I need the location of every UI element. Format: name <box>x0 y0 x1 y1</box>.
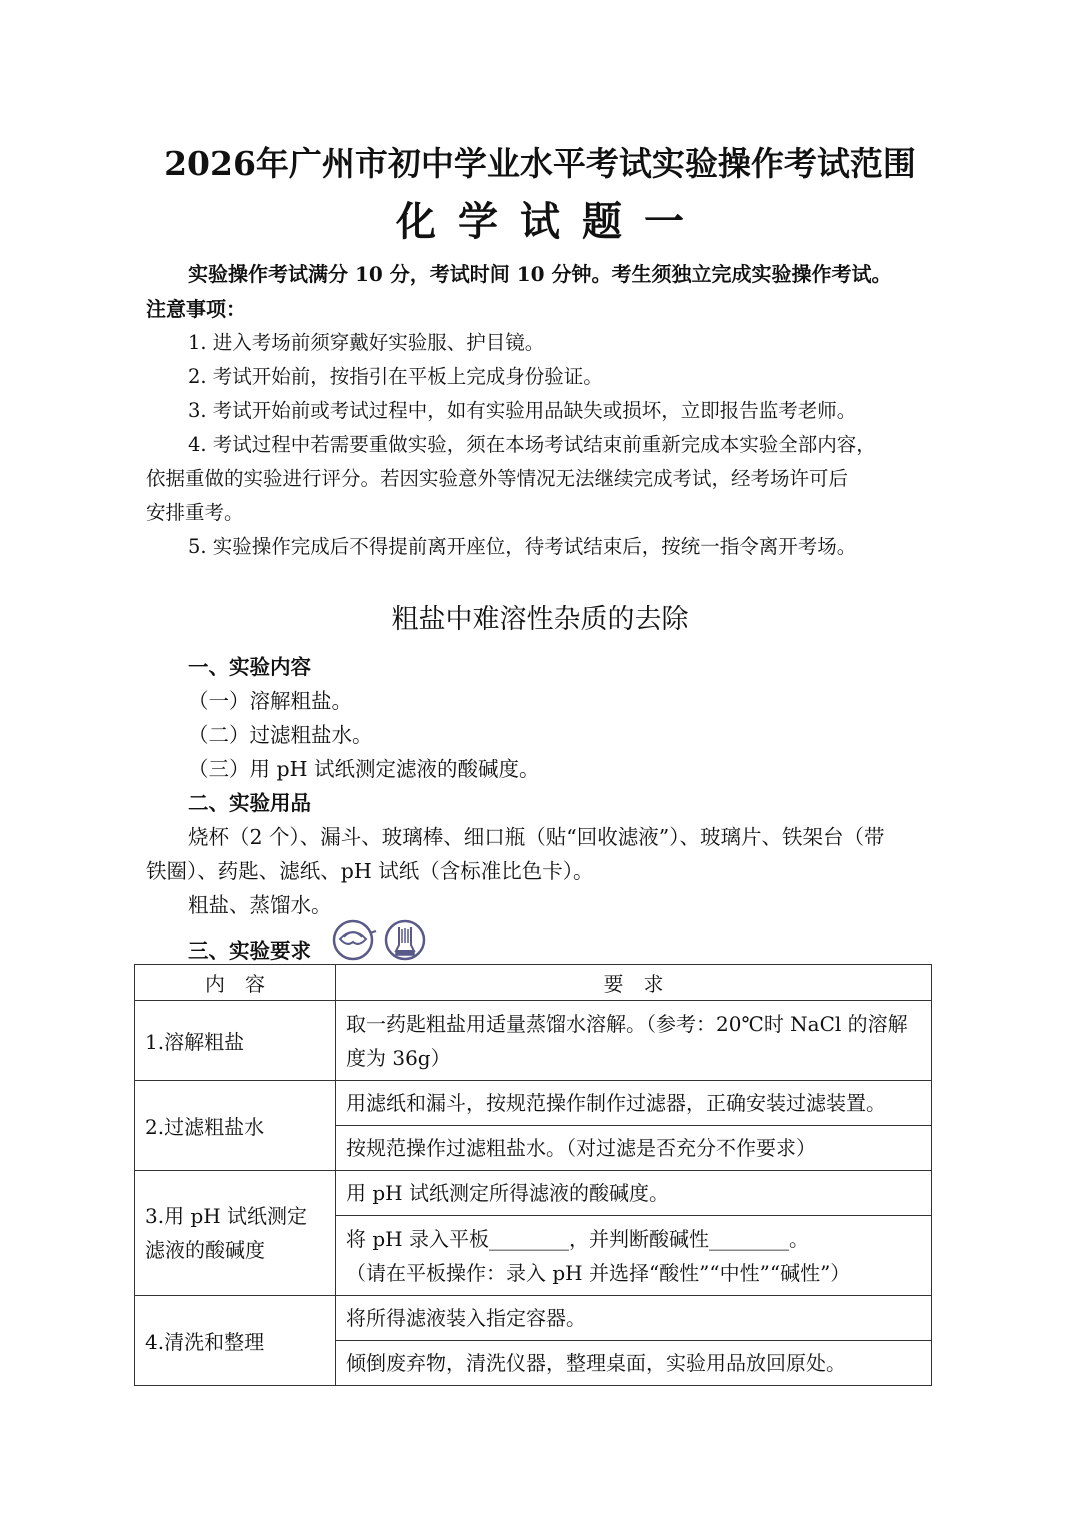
document-title: 2026年广州市初中学业水平考试实验操作考试范围 <box>164 144 916 183</box>
content-item: （一）溶解粗盐。 <box>188 689 352 713</box>
supplies-line: 铁圈）、药匙、滤纸、pH 试纸（含标准比色卡）。 <box>146 859 594 883</box>
content-item: （二）过滤粗盐水。 <box>188 723 373 747</box>
supplies-line: 烧杯（2 个）、漏斗、玻璃棒、细口瓶（贴“回收滤液”）、玻璃片、铁架台（带 <box>188 825 885 849</box>
document-subtitle: 化学试题一 <box>396 198 706 245</box>
table-row <box>135 1171 932 1216</box>
content-item: （三）用 pH 试纸测定滤液的酸碱度。 <box>188 757 540 781</box>
table-item-cell: 4.清洗和整理 <box>135 1296 336 1386</box>
table-req-cell: 将 pH 录入平板________，并判断酸碱性________。 （请在平板操作：录入 pH 并选择“酸性”“中性”“碱性”） <box>336 1216 932 1296</box>
notice-line: 4. 考试过程中若需要重做实验，须在本场考试结束前重新完成本实验全部内容， <box>188 433 876 456</box>
requirement-icons <box>332 915 432 965</box>
section-heading-supplies: 二、实验用品 <box>188 791 311 815</box>
section-heading-content: 一、实验内容 <box>188 655 311 679</box>
table-header-cell: 内 容 <box>135 965 336 1001</box>
notice-line: 1. 进入考场前须穿戴好实验服、护目镜。 <box>188 331 545 354</box>
table-header-cell: 要 求 <box>336 965 932 1001</box>
notice-line: 5. 实验操作完成后不得提前离开座位，待考试结束后，按统一指令离开考场。 <box>188 535 857 558</box>
notice-line: 安排重考。 <box>146 501 244 524</box>
notice-line: 2. 考试开始前，按指引在平板上完成身份验证。 <box>188 365 603 388</box>
table-row <box>135 1296 932 1341</box>
exam-intro: 实验操作考试满分 10 分，考试时间 10 分钟。考生须独立完成实验操作考试。 <box>188 262 892 286</box>
table-header-row <box>135 965 932 1001</box>
goggles-icon <box>334 921 376 959</box>
section-heading-requirements: 三、实验要求 <box>188 939 311 963</box>
table-req-cell: 取一药匙粗盐用适量蒸馏水溶解。（参考：20℃时 NaCl 的溶解 度为 36g） <box>336 1001 932 1081</box>
table-row <box>135 1001 932 1081</box>
requirements-table <box>134 964 932 1386</box>
table-req-cell: 用滤纸和漏斗，按规范操作制作过滤器，正确安装过滤装置。 <box>336 1081 932 1126</box>
table-item-cell: 3.用 pH 试纸测定 滤液的酸碱度 <box>135 1171 336 1296</box>
experiment-title: 粗盐中难溶性杂质的去除 <box>391 604 689 635</box>
notice-line: 3. 考试开始前或考试过程中，如有实验用品缺失或损坏，立即报告监考老师。 <box>188 399 857 422</box>
table-req-cell: 将所得滤液装入指定容器。 <box>336 1296 932 1341</box>
supplies-line: 粗盐、蒸馏水。 <box>188 893 332 917</box>
table-req-cell: 用 pH 试纸测定所得滤液的酸碱度。 <box>336 1171 932 1216</box>
table-req-cell: 按规范操作过滤粗盐水。（对过滤是否充分不作要求） <box>336 1126 932 1171</box>
notice-heading: 注意事项： <box>146 297 246 321</box>
table-item-cell: 1.溶解粗盐 <box>135 1001 336 1081</box>
table-row <box>135 1081 932 1126</box>
notice-line: 依据重做的实验进行评分。若因实验意外等情况无法继续完成考试，经考场许可后 <box>146 467 849 490</box>
lab-coat-icon <box>386 921 424 959</box>
table-item-cell: 2.过滤粗盐水 <box>135 1081 336 1171</box>
table-req-cell: 倾倒废弃物，清洗仪器，整理桌面，实验用品放回原处。 <box>336 1341 932 1386</box>
